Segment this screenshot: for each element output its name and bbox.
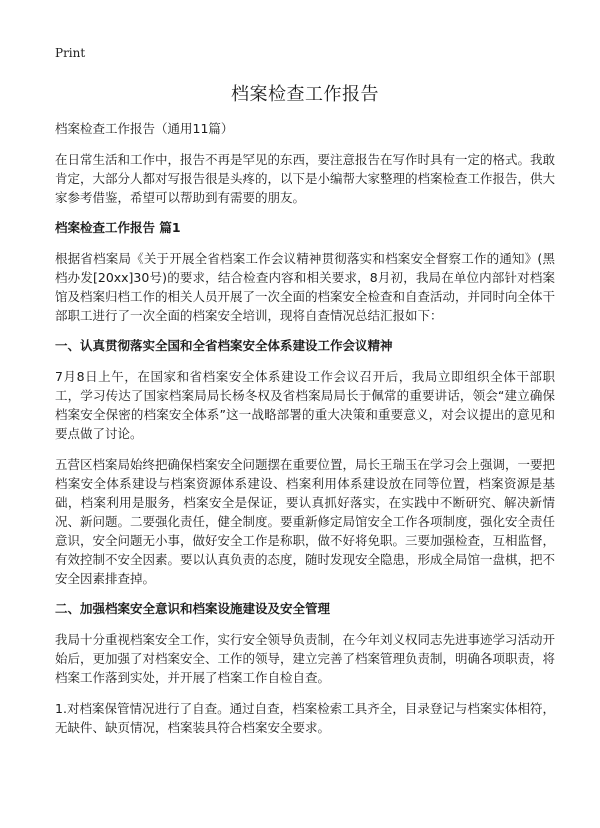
page-title: 档案检查工作报告 [231,84,379,105]
paragraph-5: 1.对档案保管情况进行了自查。通过自查，档案检索工具齐全，目录登记与档案实体相符，无缺件、缺页情况，档案装具符合档案安全要求。 [55,701,555,735]
article-heading: 档案检查工作报告 篇1 [55,220,181,235]
document-body [55,120,555,749]
paragraph-2: 7月8日上午，在国家和省档案安全体系建设工作会议召开后，我局立即组织全体干部职工，学习传达了国家档案局局长杨冬权及省档案局局长于佩常的重要讲话，领会“建立确保档案安全保密的档案安全体系”这一战略部署的重大决策和重要意义，对会议提出的意见和要点做了讨论。 [55,369,555,441]
paragraph-1: 根据省档案局《关于开展全省档案工作会议精神贯彻落实和档案安全督察工作的通知》(黑档办发[20xx]30号)的要求，结合检查内容和相关要求，8月初，我局在单位内部针对档案馆及档案归档工作的相关人员开展了一次全面的档案安全检查和自查活动，并同时向全体干部职工进行了一次全面的档案安全培训，现将自查情况总结汇报如下： [55,251,556,323]
section-2-heading: 二、加强档案安全意识和档案设施建设及安全管理 [55,601,331,616]
print-link[interactable]: Print [55,46,86,60]
document-subtitle: 档案检查工作报告（通用11篇） [55,121,234,136]
intro-paragraph: 在日常生活和工作中，报告不再是罕见的东西，要注意报告在写作时具有一定的格式。我敢肯定，大部分人都对写报告很是头疼的，以下是小编帮大家整理的档案检查工作报告，供大家参考借鉴，希望可以帮助到有需要的朋友。 [55,152,556,205]
paragraph-4: 我局十分重视档案安全工作，实行安全领导负责制，在今年刘义权同志先进事迹学习活动开始后，更加强了对档案安全、工作的领导，建立完善了档案管理负责制，明确各项职责，将档案工作落到实处，并开展了档案工作自检自查。 [55,632,556,685]
paragraph-3: 五营区档案局始终把确保档案安全问题摆在重要位置，局长王瑞玉在学习会上强调，一要把档案安全体系建设与档案资源体系建设、档案利用体系建设放在同等位置，档案资源是基础，档案利用是服务，档案安全是保证，要认真抓好落实，在实践中不断研究、解决新情况、新问题。二要强化责任，健全制度。要重新修定局馆安全工作各项制度，强化安全责任意识，安全问题无小事，做好安全工作是称职，做不好将免职。三要加强检查，互相监督，有效控制不安全因素。要以认真负责的态度，随时发现安全隐患，形成全局馆一盘棋，把不安全因素排查掉。 [55,457,556,586]
section-1-heading: 一、认真贯彻落实全国和全省档案安全体系建设工作会议精神 [55,338,393,353]
